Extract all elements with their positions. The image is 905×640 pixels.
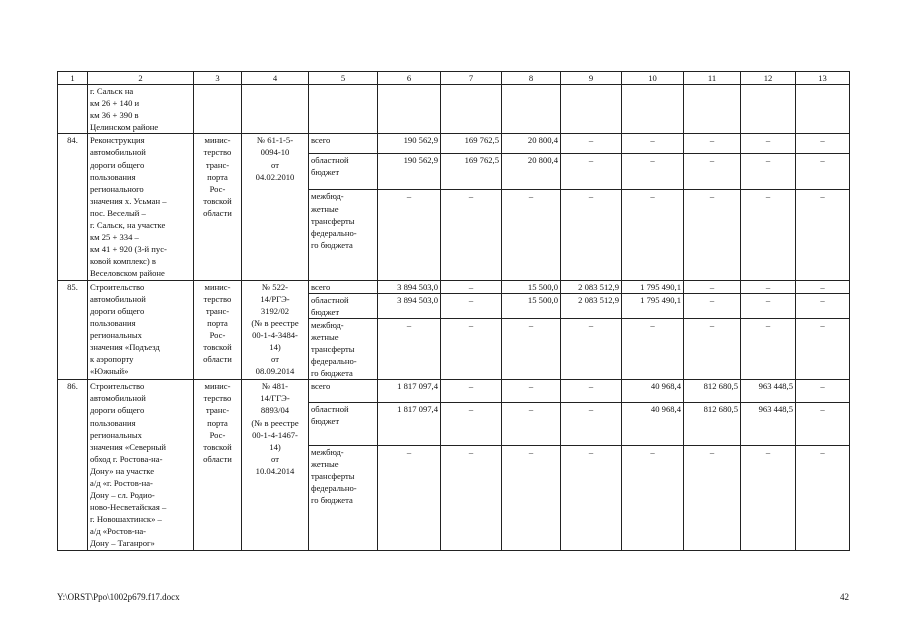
row-number-cell: 85. <box>58 280 88 380</box>
amount-cell: – <box>502 380 561 402</box>
carry-over-row <box>58 85 850 134</box>
expertise-doc-cell: № 522- 14/РГЭ- 3192/02 (№ в реестре 00-1-4-3484- 14) от 08.09.2014 <box>242 280 309 380</box>
row-number-cell: 86. <box>58 380 88 550</box>
amount-cell: – <box>796 293 850 318</box>
amount-cell: – <box>684 153 741 190</box>
amount-cell: – <box>622 134 684 153</box>
amount-cell: – <box>441 190 502 280</box>
empty-cell <box>561 85 622 134</box>
empty-cell <box>378 85 441 134</box>
table-row <box>58 280 850 293</box>
amount-cell: – <box>796 380 850 402</box>
empty-cell <box>741 85 796 134</box>
amount-cell: – <box>684 190 741 280</box>
column-header: 13 <box>796 72 850 85</box>
amount-cell: – <box>441 380 502 402</box>
footer-file-path: Y:\ORST\Ppo\1002p679.f17.docx <box>57 592 180 602</box>
empty-cell <box>502 85 561 134</box>
amount-cell: – <box>796 445 850 550</box>
empty-cell <box>441 85 502 134</box>
amount-cell: – <box>561 445 622 550</box>
amount-cell: – <box>741 134 796 153</box>
amount-cell: – <box>684 280 741 293</box>
amount-cell: 1 795 490,1 <box>622 293 684 318</box>
amount-cell: – <box>441 293 502 318</box>
funding-source-cell: всего <box>309 134 378 153</box>
amount-cell: – <box>741 153 796 190</box>
column-header: 8 <box>502 72 561 85</box>
amount-cell: 15 500,0 <box>502 280 561 293</box>
amount-cell: – <box>441 445 502 550</box>
amount-cell: – <box>378 190 441 280</box>
customer-cell: минис- терство транс- порта Рос- товской области <box>194 134 242 280</box>
object-name-cell: Строительство автомобильной дороги общего пользования региональных значения «Подъезд к аэропорту «Южный» <box>88 280 194 380</box>
empty-cell <box>309 85 378 134</box>
amount-cell: – <box>741 318 796 379</box>
object-name-cell: Реконструкция автомобильной дороги общего пользования регионального значения х. Усьман – пос. Веселый – г. Сальск, на участке км 25 + 334 – км 41 + 920 (3-й пус- ковой комплекс) в Веселовском районе <box>88 134 194 280</box>
amount-cell: – <box>561 153 622 190</box>
amount-cell: – <box>561 380 622 402</box>
funding-source-cell: межбюд- жетные трансферты федерально- го бюджета <box>309 445 378 550</box>
funding-source-cell: областной бюджет <box>309 153 378 190</box>
amount-cell: – <box>622 153 684 190</box>
amount-cell: 2 083 512,9 <box>561 293 622 318</box>
amount-cell: – <box>502 190 561 280</box>
amount-cell: – <box>796 134 850 153</box>
amount-cell: – <box>502 402 561 445</box>
amount-cell: – <box>378 318 441 379</box>
empty-cell <box>796 85 850 134</box>
row-number-cell <box>58 85 88 134</box>
funding-source-cell: областной бюджет <box>309 402 378 445</box>
amount-cell: – <box>561 402 622 445</box>
empty-cell <box>242 85 309 134</box>
amount-cell: – <box>622 318 684 379</box>
amount-cell: – <box>378 445 441 550</box>
empty-cell <box>684 85 741 134</box>
row-number-cell: 84. <box>58 134 88 280</box>
column-header: 11 <box>684 72 741 85</box>
amount-cell: 1 817 097,4 <box>378 380 441 402</box>
amount-cell: – <box>684 293 741 318</box>
table-row <box>58 134 850 153</box>
amount-cell: – <box>796 153 850 190</box>
amount-cell: – <box>741 293 796 318</box>
amount-cell: – <box>441 402 502 445</box>
column-header: 3 <box>194 72 242 85</box>
amount-cell: – <box>741 190 796 280</box>
amount-cell: 812 680,5 <box>684 402 741 445</box>
object-name-cell: г. Сальск на км 26 + 140 и км 36 + 390 в Целинском районе <box>88 85 194 134</box>
funding-source-cell: межбюд- жетные трансферты федерально- го бюджета <box>309 318 378 379</box>
amount-cell: – <box>502 318 561 379</box>
amount-cell: – <box>561 190 622 280</box>
column-header: 7 <box>441 72 502 85</box>
funding-source-cell: межбюд- жетные трансферты федерально- го бюджета <box>309 190 378 280</box>
amount-cell: – <box>684 318 741 379</box>
column-header: 1 <box>58 72 88 85</box>
amount-cell: – <box>796 318 850 379</box>
header-row <box>58 72 850 85</box>
amount-cell: 1 795 490,1 <box>622 280 684 293</box>
empty-cell <box>194 85 242 134</box>
footer-page-number: 42 <box>840 592 849 602</box>
funding-source-cell: областной бюджет <box>309 293 378 318</box>
amount-cell: 1 817 097,4 <box>378 402 441 445</box>
column-header: 2 <box>88 72 194 85</box>
amount-cell: 169 762,5 <box>441 134 502 153</box>
amount-cell: – <box>441 280 502 293</box>
amount-cell: – <box>796 280 850 293</box>
amount-cell: – <box>441 318 502 379</box>
amount-cell: – <box>622 190 684 280</box>
amount-cell: 190 562,9 <box>378 153 441 190</box>
amount-cell: 20 800,4 <box>502 134 561 153</box>
amount-cell: 15 500,0 <box>502 293 561 318</box>
amount-cell: – <box>561 134 622 153</box>
amount-cell: 963 448,5 <box>741 380 796 402</box>
column-header: 10 <box>622 72 684 85</box>
amount-cell: – <box>684 445 741 550</box>
amount-cell: 3 894 503,0 <box>378 280 441 293</box>
amount-cell: – <box>561 318 622 379</box>
amount-cell: – <box>741 445 796 550</box>
amount-cell: 40 968,4 <box>622 402 684 445</box>
amount-cell: – <box>684 134 741 153</box>
program-table <box>57 71 850 551</box>
amount-cell: – <box>741 280 796 293</box>
amount-cell: 3 894 503,0 <box>378 293 441 318</box>
customer-cell: минис- терство транс- порта Рос- товской области <box>194 380 242 550</box>
table-row <box>58 380 850 402</box>
amount-cell: 963 448,5 <box>741 402 796 445</box>
amount-cell: – <box>796 190 850 280</box>
column-header: 5 <box>309 72 378 85</box>
column-header: 9 <box>561 72 622 85</box>
amount-cell: 40 968,4 <box>622 380 684 402</box>
amount-cell: – <box>622 445 684 550</box>
amount-cell: – <box>796 402 850 445</box>
object-name-cell: Строительство автомобильной дороги общего пользования региональных значения «Северный обход г. Ростова-на- Дону» на участке а/д «г. Ростов-на- Дону – сл. Родио- ново-Несветайская – г. Новошахтинск» – а/д «Ростов-на- Дону – Таганрог» <box>88 380 194 550</box>
expertise-doc-cell: № 481- 14/ГГЭ- 8893/04 (№ в реестре 00-1-4-1467- 14) от 10.04.2014 <box>242 380 309 550</box>
amount-cell: 812 680,5 <box>684 380 741 402</box>
funding-source-cell: всего <box>309 280 378 293</box>
amount-cell: – <box>502 445 561 550</box>
amount-cell: 2 083 512,9 <box>561 280 622 293</box>
column-header: 12 <box>741 72 796 85</box>
column-header: 4 <box>242 72 309 85</box>
customer-cell: минис- терство транс- порта Рос- товской области <box>194 280 242 380</box>
empty-cell <box>622 85 684 134</box>
amount-cell: 190 562,9 <box>378 134 441 153</box>
expertise-doc-cell: № 61-1-5- 0094-10 от 04.02.2010 <box>242 134 309 280</box>
amount-cell: 169 762,5 <box>441 153 502 190</box>
amount-cell: 20 800,4 <box>502 153 561 190</box>
column-header: 6 <box>378 72 441 85</box>
funding-source-cell: всего <box>309 380 378 402</box>
